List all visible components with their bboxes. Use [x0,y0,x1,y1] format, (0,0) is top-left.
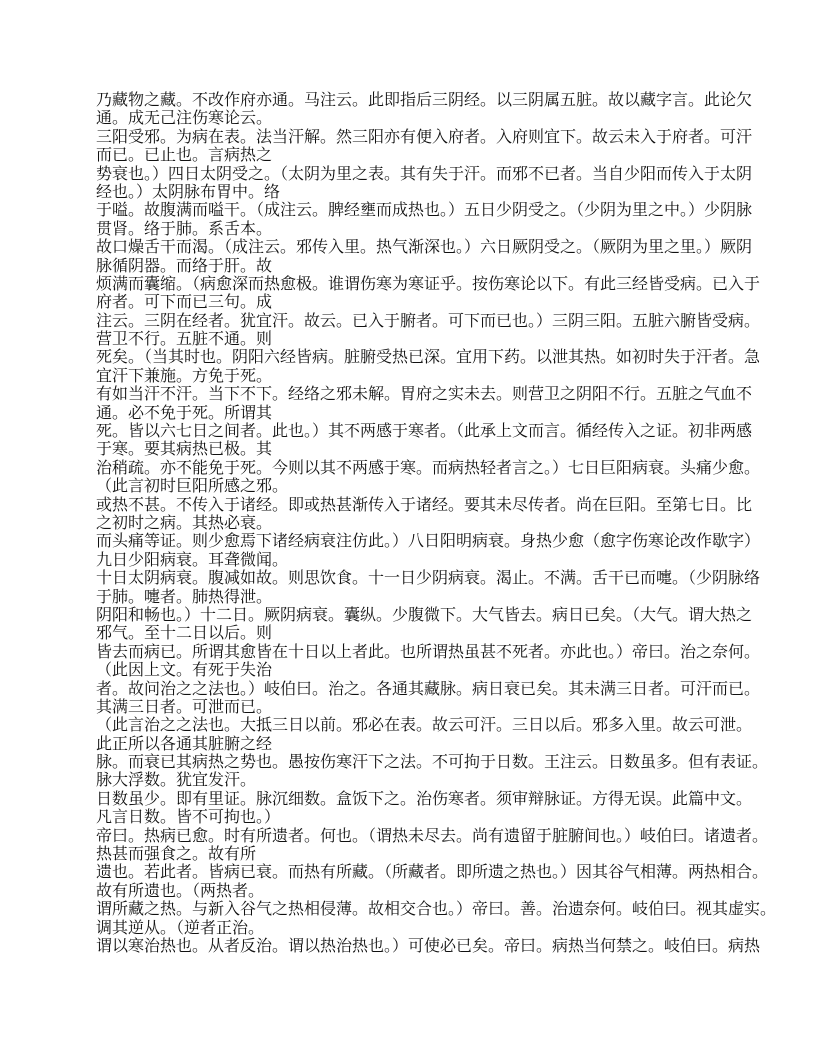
paragraph [96,494,753,533]
text-line: 阴阳和畅也。）十二日。厥阴病衰。囊纵。少腹微下。大气皆去。病日已矣。（大气。谓大热之 [96,604,753,624]
text-line: 脉循阴器。而络于肝。故 [96,255,273,275]
paragraph [96,457,761,496]
text-line: 皆去而病已。所谓其愈皆在十日以上者此。也所谓热虽甚不死者。亦此也。）帝曰。治之奈何。 [96,641,761,661]
paragraph [96,715,753,753]
paragraph [96,163,753,202]
text-line: 经也。）太阴脉布胃中。络 [96,181,281,201]
text-line: （此言初时巨阳所感之邪。 [96,476,289,496]
text-line: （此言治之之法也。大抵三日以前。邪必在表。故云可汗。三日以后。邪多入里。故云可泄。 [96,715,753,735]
text-line: 三阳受邪。为病在表。法当汗解。然三阳亦有便入府者。入府则宜下。故云未入于府者。可汗 [96,126,753,146]
text-line: 帝曰。热病已愈。时有所遗者。何也。（谓热未尽去。尚有遗留于脏腑间也。）岐伯曰。诸遗者。 [96,825,769,845]
text-line: 谓以寒治热也。从者反治。谓以热治热也。）可使必已矣。帝曰。病热当何禁之。岐伯曰。病热 [96,935,761,955]
text-line: 邪气。至十二日以后。则 [96,623,273,643]
text-line: 而已。已止也。言病热之 [96,145,273,165]
text-line: 九日少阳病衰。耳聋微闻。 [96,549,289,569]
paragraph [96,273,761,312]
paragraph [96,788,753,827]
paragraph [96,531,761,569]
paragraph [96,237,753,275]
text-line: 通。成无己注伤寒论云。 [96,108,273,128]
paragraph [96,862,769,900]
text-line: 死。皆以六七日之间者。此也。）其不两感于寒者。（此承上文而言。循经传入之证。初非两感 [96,421,753,441]
text-line: 凡言日数。皆不可拘也。） [96,807,281,827]
text-line: 于寒。要其病热已极。其 [96,439,273,459]
text-line: 府者。可下而已三句。成 [96,292,273,312]
text-line: 乃藏物之藏。不改作府亦通。马注云。此即指后三阴经。以三阴属五脏。故以藏字言。此论欠 [96,90,753,109]
paragraph [96,752,769,790]
text-line: 或热不甚。不传入于诸经。即或热甚渐传入于诸经。要其未尽传者。尚在巨阳。至第七日。比 [96,494,753,514]
paragraph [96,384,753,422]
text-line: 谓所藏之热。与新入谷气之热相侵薄。故相交合也。）帝曰。善。治遗奈何。岐伯曰。视其虚实。 [96,899,777,919]
text-line: 故口燥舌干而渴。（成注云。邪传入里。热气渐深也。）六日厥阴受之。（厥阴为里之里。）厥阴 [96,237,753,257]
paragraph [96,421,753,459]
paragraph [96,935,761,955]
text-line: 而头痛等证。则少愈焉下诸经病衰注仿此。）八日阳明病衰。身热少愈（愈字伤寒论改作歇字） [96,531,761,551]
paragraph [96,347,761,385]
text-line: 营卫不行。五脏不通。则 [96,329,273,349]
document-page [96,90,777,955]
paragraph [96,126,753,165]
paragraph [96,899,777,937]
text-line: 有如当汗不汗。当下不下。经络之邪未解。胃府之实未去。则营卫之阴阳不行。五脏之气血不 [96,384,753,404]
paragraph [96,604,753,643]
text-line: 者。故问治之之法也。）岐伯曰。治之。各通其藏脉。病日衰已矣。其未满三日者。可汗而已。 [96,678,761,698]
text-line: 其满三日者。可泄而已。 [96,696,273,716]
paragraph [96,678,761,717]
paragraph [96,200,753,238]
text-line: 死矣。（当其时也。阴阳六经皆病。脏腑受热已深。宜用下药。以泄其热。如初时失于汗者。急 [96,347,761,367]
text-line: 脉。而衰已其病热之势也。愚按伤寒汗下之法。不可拘于日数。王注云。日数虽多。但有表证。 [96,752,769,772]
text-line: 宜汗下兼施。方免于死。 [96,365,273,385]
text-line: 此正所以各通其脏腑之经 [96,733,273,753]
text-line: 通。必不免于死。所谓其 [96,402,273,422]
text-line: 十日太阴病衰。腹减如故。则思饮食。十一日少阴病衰。渴止。不满。舌干已而嚏。（少阴脉络 [96,568,761,588]
text-line: 注云。三阴在经者。犹宜汗。故云。已入于腑者。可下而已也。）三阴三阳。五脏六腑皆受病。 [96,310,761,330]
paragraph [96,90,753,128]
text-line: 故有所遗也。（两热者。 [96,880,265,900]
text-line: 热甚而强食之。故有所 [96,844,257,864]
text-line: 日数虽少。即有里证。脉沉细数。盒饭下之。治伤寒者。须审辩脉证。方得无误。此篇中文。 [96,788,753,808]
text-line: （此因上文。有死于失治 [96,660,273,680]
text-line: 于肺。嚏者。肺热得泄。 [96,586,273,606]
paragraph [96,568,761,606]
paragraph [96,825,769,864]
paragraph [96,310,761,349]
text-line: 于嗌。故腹满而嗌干。（成注云。脾经壅而成热也。）五日少阴受之。（少阴为里之中。）少阴脉 [96,200,753,220]
text-line: 脉大浮数。犹宜发汗。 [96,770,257,790]
text-line: 烦满而囊缩。（病愈深而热愈极。谁谓伤寒为寒证乎。按伤寒论以下。有此三经皆受病。已入于 [96,273,761,293]
text-line: 势衰也。）四日太阴受之。（太阴为里之表。其有失于汗。而邪不已者。当自少阳而传入于太阴 [96,163,753,183]
text-line: 治稍疏。亦不能免于死。今则以其不两感于寒。而病热轻者言之。）七日巨阳病衰。头痛少愈。 [96,457,761,477]
paragraph [96,641,761,680]
text-line: 贯肾。络于肺。系舌本。 [96,218,273,238]
text-line: 遗也。若此者。皆病已衰。而热有所藏。（所藏者。即所遗之热也。）因其谷气相薄。两热相合。 [96,862,769,882]
text-line: 调其逆从。（逆者正治。 [96,917,265,937]
text-line: 之初时之病。其热必衰。 [96,512,273,532]
